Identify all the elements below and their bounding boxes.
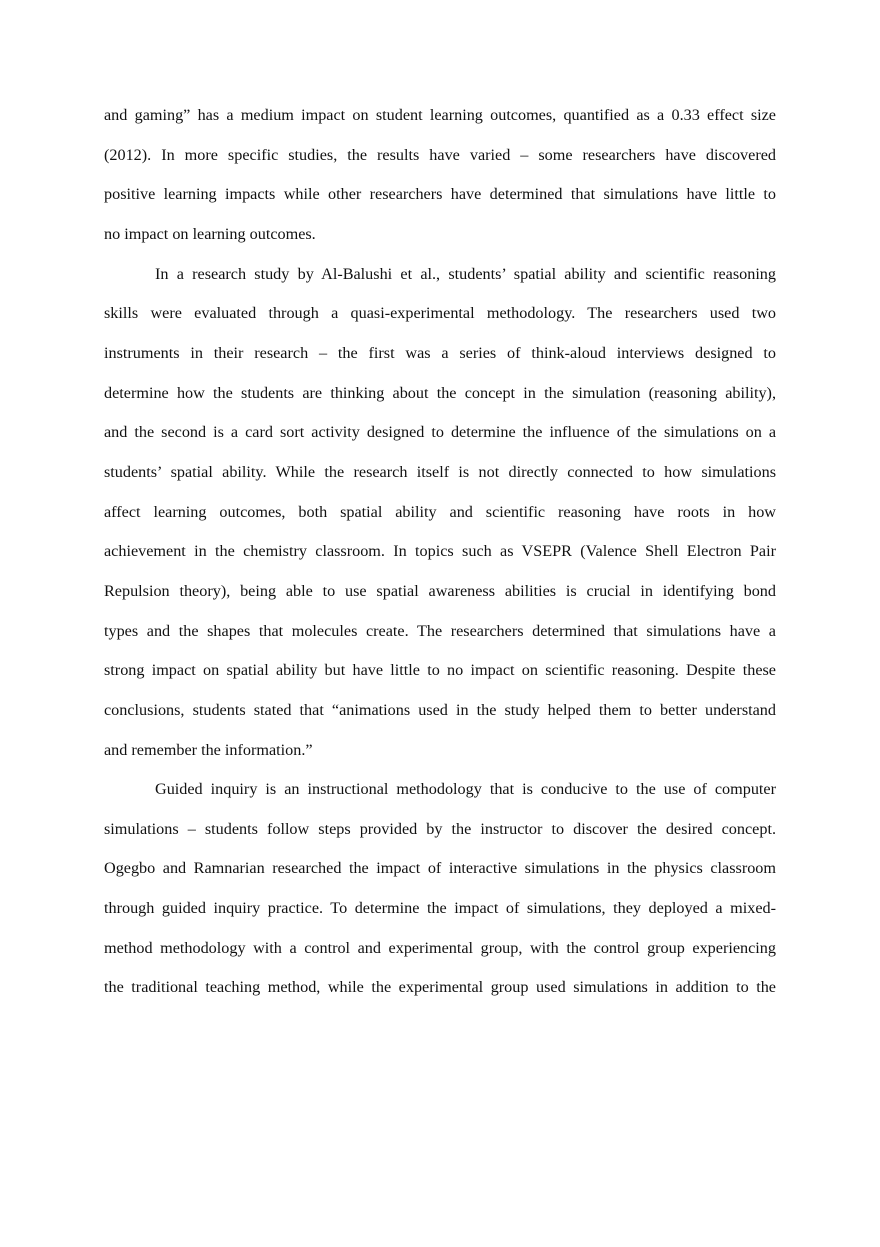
paragraph-2-line: skills were evaluated through a quasi-experimental methodology. The researchers used two — [104, 304, 776, 323]
paragraph-2-line: types and the shapes that molecules create. The researchers determined that simulations have a — [104, 621, 776, 640]
paragraph-2-line: In a research study by Al-Balushi et al., students’ spatial ability and scientific reasoning — [155, 264, 776, 283]
paragraph-2-line: affect learning outcomes, both spatial ability and scientific reasoning have roots in how — [104, 502, 776, 521]
paragraph-2-line: achievement in the chemistry classroom. In topics such as VSEPR (Valence Shell Electron Pair — [104, 542, 776, 561]
paragraph-2-line: strong impact on spatial ability but have little to no impact on scientific reasoning. Despite these — [104, 661, 776, 680]
paragraph-3-line: Guided inquiry is an instructional methodology that is conducive to the use of computer — [155, 780, 776, 799]
paragraph-1-line: no impact on learning outcomes. — [104, 224, 316, 243]
paragraph-2-line: students’ spatial ability. While the research itself is not directly connected to how simulations — [104, 462, 776, 481]
paragraph-1-line: and gaming” has a medium impact on student learning outcomes, quantified as a 0.33 effect size — [104, 106, 776, 124]
paragraph-2-line: and remember the information.” — [104, 740, 313, 759]
paragraph-1-line: positive learning impacts while other researchers have determined that simulations have little to — [104, 185, 776, 204]
paragraph-3-line: method methodology with a control and experimental group, with the control group experiencing — [104, 938, 776, 957]
paragraph-2-line: determine how the students are thinking about the concept in the simulation (reasoning ability), — [104, 383, 776, 402]
paragraph-3-line: the traditional teaching method, while the experimental group used simulations in addition to the — [104, 978, 776, 997]
body-text — [104, 99, 776, 1011]
paragraph-3-line: through guided inquiry practice. To determine the impact of simulations, they deployed a mixed- — [104, 899, 776, 918]
paragraph-3-line: Ogegbo and Ramnarian researched the impact of interactive simulations in the physics classroom — [104, 859, 776, 878]
paragraph-2-line: and the second is a card sort activity designed to determine the influence of the simulations on a — [104, 423, 776, 442]
paragraph-1-line: (2012). In more specific studies, the results have varied – some researchers have discovered — [104, 145, 776, 164]
paragraph-2-line: Repulsion theory), being able to use spatial awareness abilities is crucial in identifying bond — [104, 581, 776, 600]
paragraph-2-line: conclusions, students stated that “animations used in the study helped them to better understand — [104, 700, 776, 719]
paragraph-2-line: instruments in their research – the first was a series of think-aloud interviews designed to — [104, 343, 776, 362]
paragraph-3-line: simulations – students follow steps provided by the instructor to discover the desired concept. — [104, 819, 776, 838]
